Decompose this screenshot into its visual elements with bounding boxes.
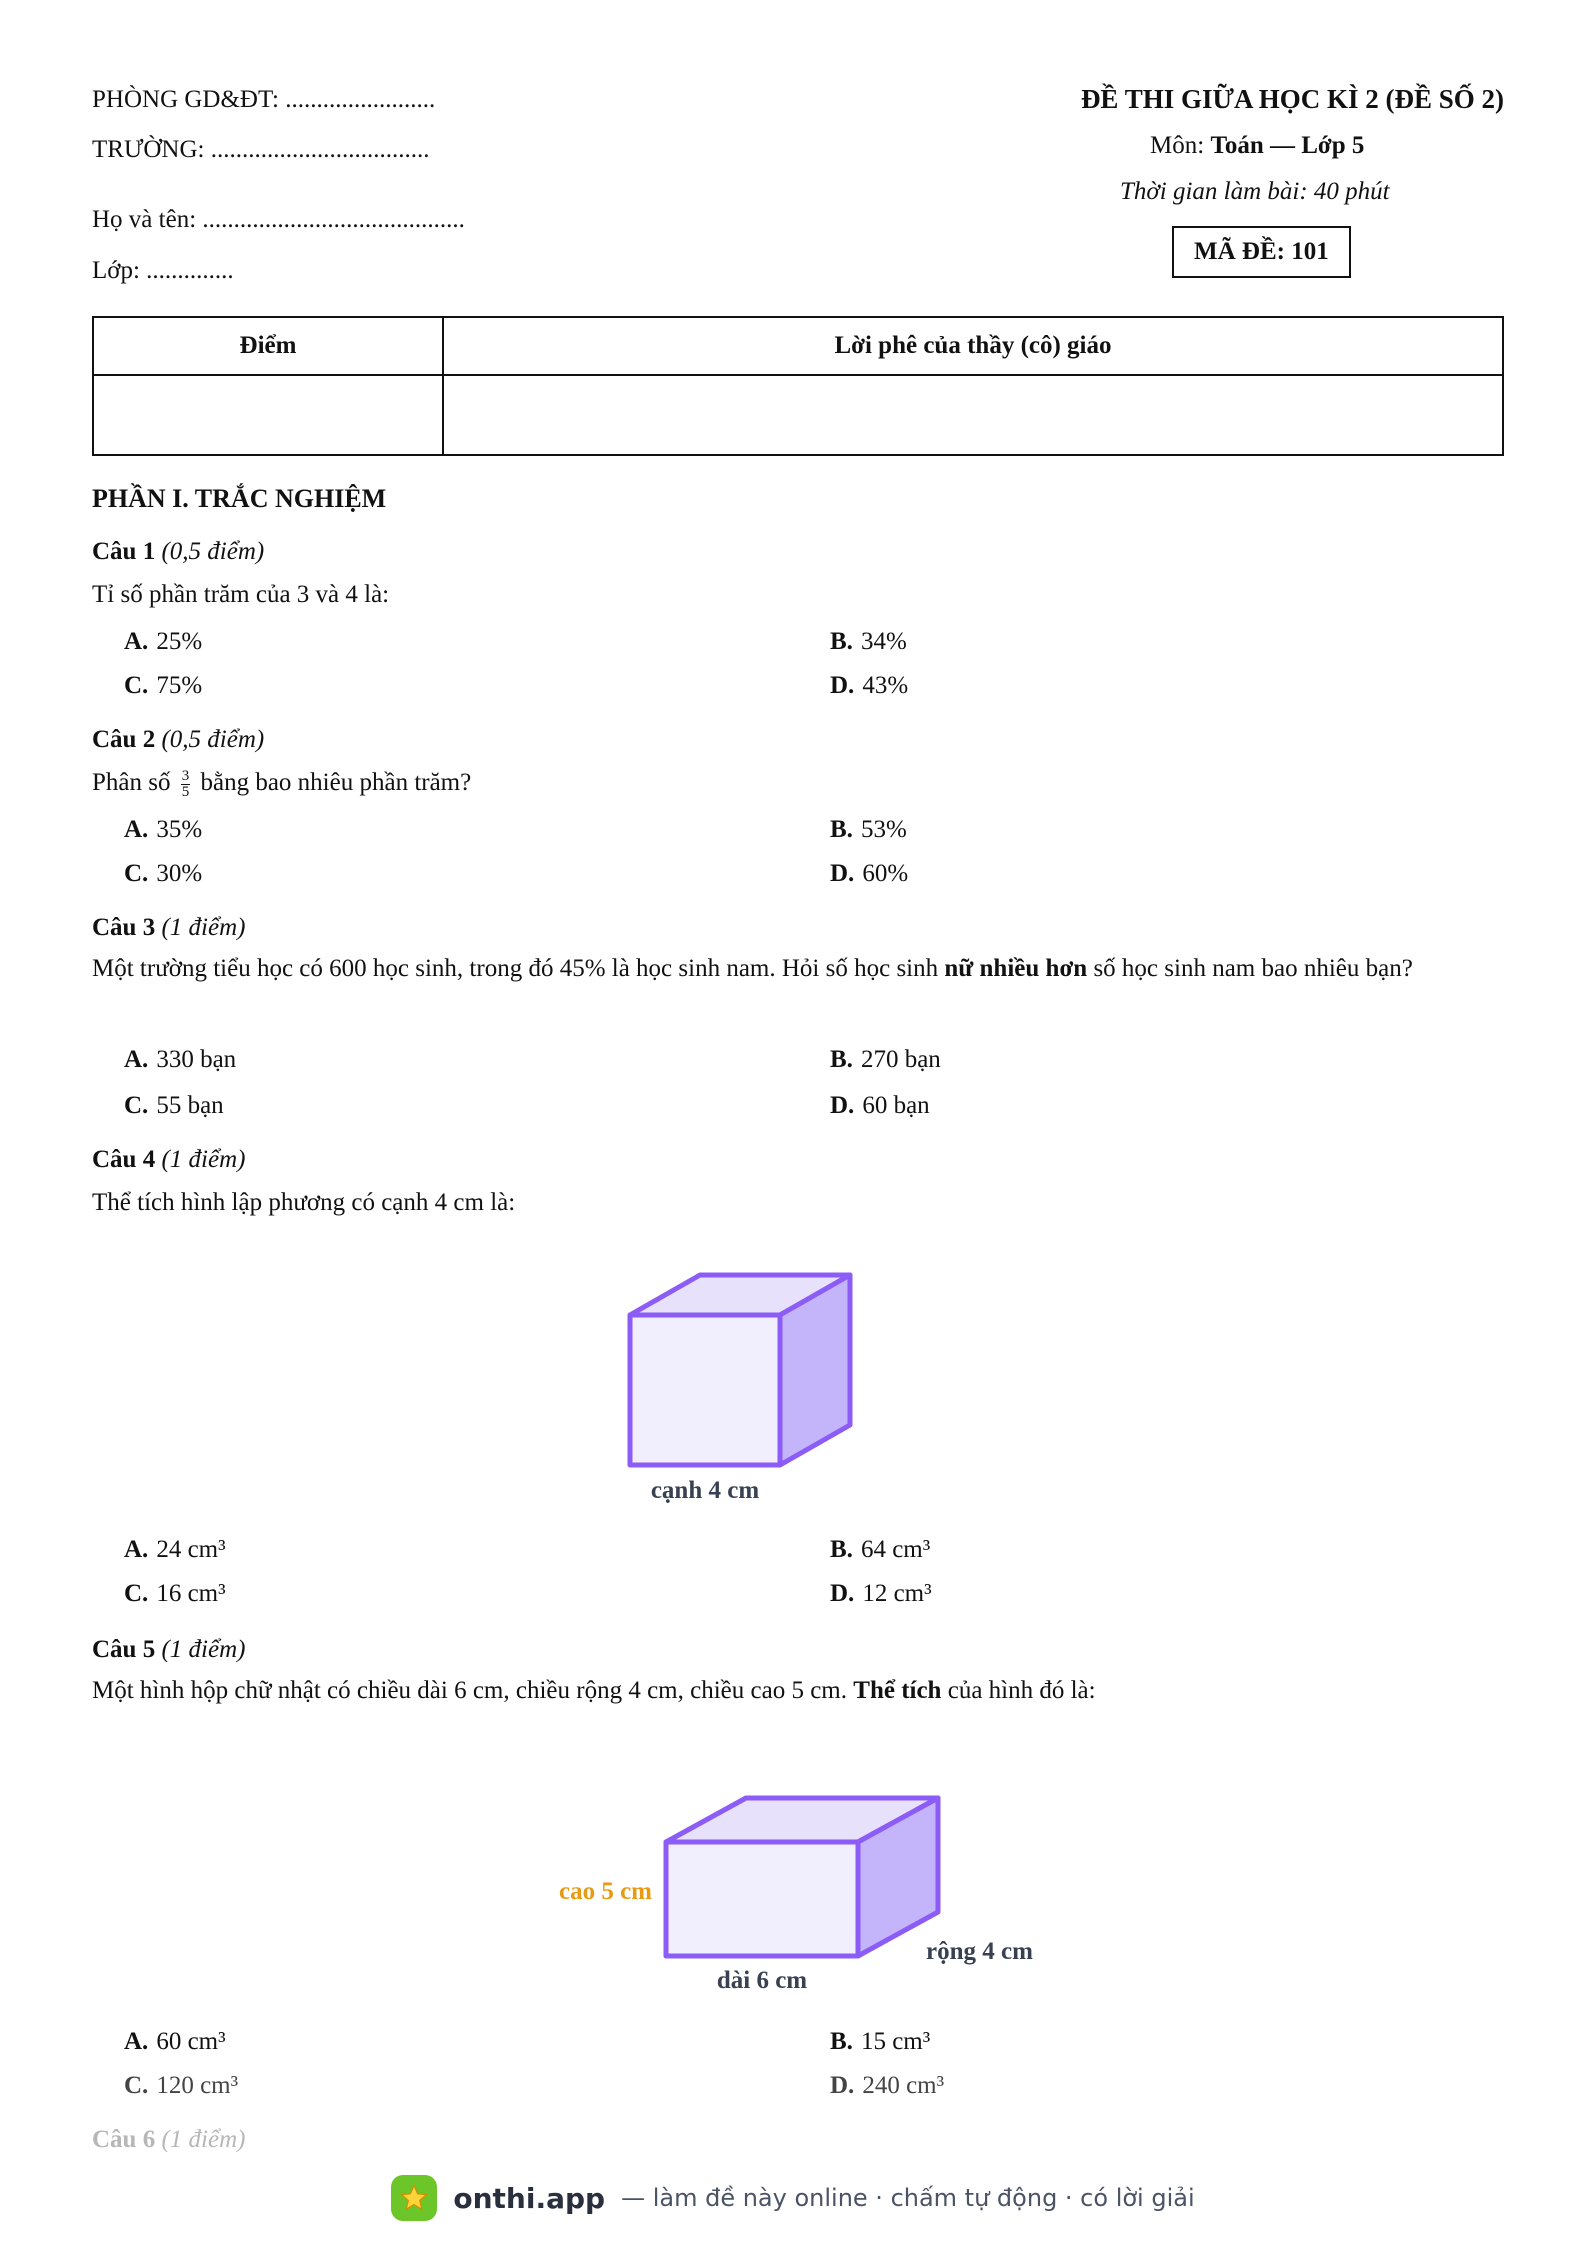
option-text: 25% <box>156 628 203 655</box>
star-icon <box>399 2183 429 2213</box>
question-1-option-a[interactable] <box>124 628 202 656</box>
question-5-option-b[interactable] <box>830 2028 930 2056</box>
question-3-text-bold: nữ nhiều hơn <box>944 955 1088 982</box>
question-1-option-d[interactable] <box>830 672 908 700</box>
comment-header: Lời phê của thầy (cô) giáo <box>443 317 1503 375</box>
question-3-header <box>92 914 245 942</box>
option-letter: D. <box>830 860 855 887</box>
option-letter: D. <box>830 672 855 699</box>
fraction <box>181 769 191 800</box>
question-3-label: Câu 3 <box>92 914 156 941</box>
question-2-text <box>92 762 471 804</box>
question-2-points: (0,5 điểm) <box>161 726 265 753</box>
question-2-option-b[interactable] <box>830 816 907 844</box>
option-letter: C. <box>124 1580 149 1607</box>
question-6-points: (1 điểm) <box>161 2126 246 2153</box>
question-3-text <box>92 948 1504 990</box>
subject-value: Toán — Lớp 5 <box>1210 132 1365 159</box>
question-5-header <box>92 1636 245 1664</box>
option-letter: B. <box>830 628 853 655</box>
question-2-text-before: Phân số <box>92 769 171 796</box>
school-field: TRƯỜNG: ................................... <box>92 136 430 163</box>
option-text: 270 bạn <box>860 1046 941 1073</box>
option-letter: B. <box>830 1046 853 1073</box>
exam-code: MÃ ĐỀ: 101 <box>1172 226 1351 278</box>
question-1-option-c[interactable] <box>124 672 202 700</box>
question-2-option-c[interactable] <box>124 860 202 888</box>
fraction-denominator: 5 <box>181 783 190 800</box>
option-letter: A. <box>124 2028 149 2055</box>
department-field: PHÒNG GD&ĐT: ........................ <box>92 86 436 113</box>
option-text: 60% <box>862 860 909 887</box>
onthi-logo-icon <box>391 2175 437 2221</box>
footer-banner[interactable] <box>0 2168 1586 2228</box>
option-letter: C. <box>124 1092 149 1119</box>
option-letter: A. <box>124 628 149 655</box>
question-5-points: (1 điểm) <box>161 1636 246 1663</box>
box-height-label: cao 5 cm <box>558 1878 652 1905</box>
option-letter: D. <box>830 2072 855 2099</box>
option-text: 12 cm³ <box>862 1580 932 1607</box>
option-text: 53% <box>860 816 907 843</box>
option-text: 30% <box>156 860 203 887</box>
option-text: 16 cm³ <box>156 1580 226 1607</box>
option-text: 35% <box>156 816 203 843</box>
option-letter: C. <box>124 2072 149 2099</box>
option-text: 60 bạn <box>862 1092 930 1119</box>
question-4-option-c[interactable] <box>124 1580 226 1608</box>
question-3-points: (1 điểm) <box>161 914 246 941</box>
exam-title: ĐỀ THI GIỮA HỌC KÌ 2 (ĐỀ SỐ 2) <box>1080 84 1504 114</box>
question-3-option-b[interactable] <box>830 1046 941 1074</box>
option-text: 60 cm³ <box>156 2028 226 2055</box>
comment-cell[interactable] <box>443 375 1503 455</box>
question-3-option-a[interactable] <box>124 1046 236 1074</box>
subject-prefix: Môn: <box>1150 132 1205 159</box>
option-text: 15 cm³ <box>860 2028 931 2055</box>
question-5-text <box>92 1670 1096 1712</box>
question-2-option-d[interactable] <box>830 860 908 888</box>
question-1-header <box>92 538 264 566</box>
question-3-text-part2: số học sinh nam bao nhiêu bạn? <box>1093 955 1413 982</box>
class-field: Lớp: .............. <box>92 257 234 284</box>
brand-name[interactable]: onthi.app <box>453 2181 606 2215</box>
question-1-option-b[interactable] <box>830 628 907 656</box>
option-letter: B. <box>830 816 853 843</box>
question-4-option-a[interactable] <box>124 1536 226 1564</box>
question-4-label: Câu 4 <box>92 1146 156 1173</box>
option-text: 240 cm³ <box>862 2072 945 2099</box>
option-letter: A. <box>124 1536 149 1563</box>
question-1-points: (0,5 điểm) <box>161 538 265 565</box>
box-figure <box>530 1780 1070 2000</box>
score-cell[interactable] <box>93 375 443 455</box>
question-1-text: Tỉ số phần trăm của 3 và 4 là: <box>92 581 390 608</box>
question-4-points: (1 điểm) <box>161 1146 246 1173</box>
option-letter: D. <box>830 1580 855 1607</box>
option-text: 330 bạn <box>156 1046 237 1073</box>
option-text: 120 cm³ <box>156 2072 239 2099</box>
option-letter: A. <box>124 1046 149 1073</box>
question-6-label: Câu 6 <box>92 2126 156 2153</box>
question-5-option-c[interactable] <box>124 2072 238 2100</box>
question-5-text-part2: của hình đó là: <box>947 1677 1096 1704</box>
cube-edge-label: cạnh 4 cm <box>650 1477 760 1504</box>
question-3-option-d[interactable] <box>830 1092 930 1120</box>
section-title: PHẦN I. TRẮC NGHIỆM <box>92 484 387 513</box>
question-3-option-c[interactable] <box>124 1092 224 1120</box>
cube-figure <box>600 1250 900 1510</box>
question-1-label: Câu 1 <box>92 538 156 565</box>
cube-front-face <box>630 1315 780 1465</box>
option-text: 55 bạn <box>156 1092 224 1119</box>
box-length-label: dài 6 cm <box>716 1967 808 1994</box>
option-letter: D. <box>830 1092 855 1119</box>
option-text: 43% <box>862 672 909 699</box>
option-text: 24 cm³ <box>156 1536 226 1563</box>
student-name-field: Họ và tên: .......................................... <box>92 206 465 233</box>
option-letter: B. <box>830 2028 853 2055</box>
option-letter: B. <box>830 1536 853 1563</box>
question-5-label: Câu 5 <box>92 1636 156 1663</box>
brand-tagline: — làm đề này online · chấm tự động · có lời giải <box>621 2184 1195 2212</box>
question-2-option-a[interactable] <box>124 816 202 844</box>
question-3-text-part1: Một trường tiểu học có 600 học sinh, trong đó 45% là học sinh nam. Hỏi số học sinh <box>92 955 939 982</box>
exam-time: Thời gian làm bài: 40 phút <box>1120 178 1390 205</box>
question-5-option-d[interactable] <box>830 2072 944 2100</box>
box-width-label: rộng 4 cm <box>926 1938 1033 1965</box>
question-2-header <box>92 726 264 754</box>
option-text: 34% <box>860 628 907 655</box>
option-text: 64 cm³ <box>860 1536 931 1563</box>
question-5-option-a[interactable] <box>124 2028 226 2056</box>
option-letter: C. <box>124 860 149 887</box>
question-2-text-after: bằng bao nhiêu phần trăm? <box>200 769 472 796</box>
score-table <box>92 316 1504 456</box>
question-2-label: Câu 2 <box>92 726 156 753</box>
option-text: 75% <box>156 672 203 699</box>
box-front-face <box>666 1842 858 1956</box>
question-6-header <box>92 2126 245 2154</box>
option-letter: C. <box>124 672 149 699</box>
question-5-text-part1: Một hình hộp chữ nhật có chiều dài 6 cm, chiều rộng 4 cm, chiều cao 5 cm. <box>92 1677 848 1704</box>
question-4-header <box>92 1146 245 1174</box>
question-4-option-d[interactable] <box>830 1580 932 1608</box>
exam-subject <box>1150 132 1364 160</box>
question-4-text: Thể tích hình lập phương có cạnh 4 cm là: <box>92 1189 516 1216</box>
question-5-text-bold: Thể tích <box>853 1677 942 1704</box>
score-header: Điểm <box>93 317 443 375</box>
question-4-option-b[interactable] <box>830 1536 930 1564</box>
option-letter: A. <box>124 816 149 843</box>
fraction-numerator: 3 <box>181 767 190 784</box>
